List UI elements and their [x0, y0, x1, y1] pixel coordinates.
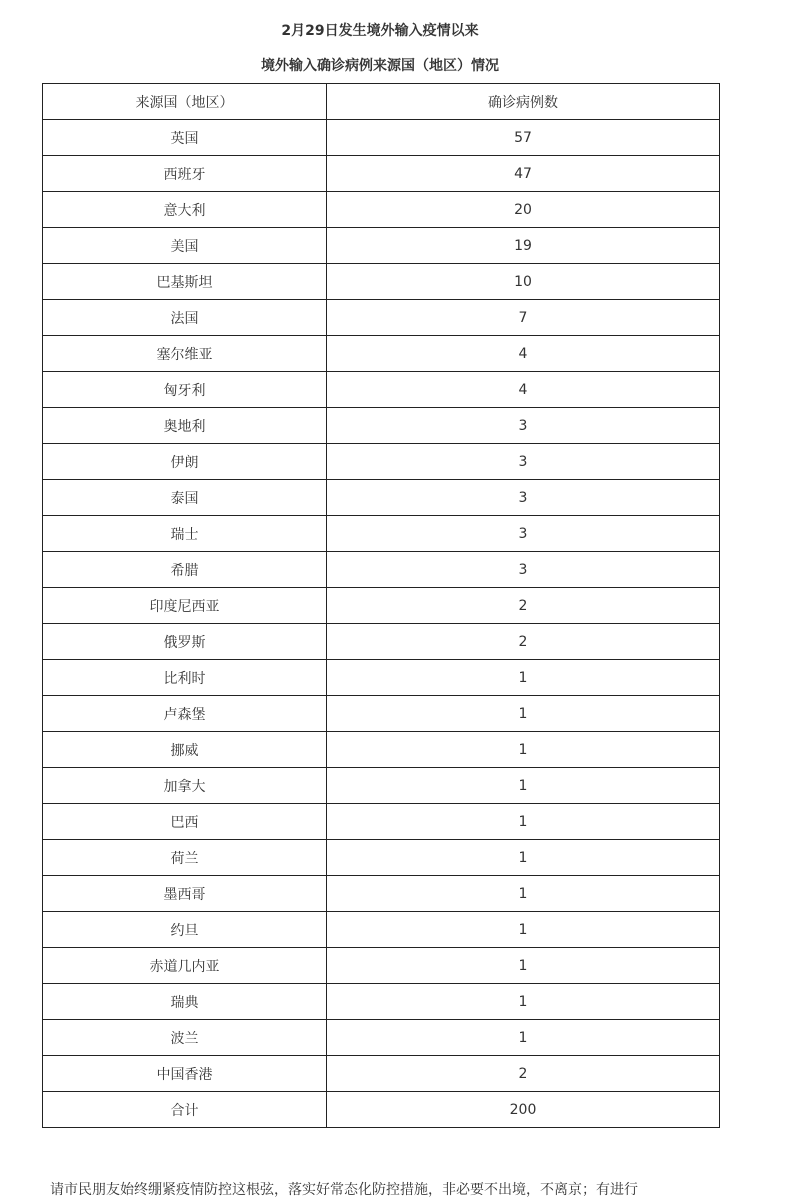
count-cell: 1: [327, 876, 720, 912]
table-caption: 境外输入确诊病例来源国（地区）情况: [261, 58, 499, 74]
count-cell: 1: [327, 696, 720, 732]
table-row: [43, 1056, 720, 1092]
table-row: [43, 1020, 720, 1056]
table-row: [43, 588, 720, 624]
count-cell: 3: [327, 516, 720, 552]
count-cell: 19: [327, 228, 720, 264]
country-cell: 中国香港: [43, 1056, 327, 1092]
count-cell: 1: [327, 984, 720, 1020]
table-row: [43, 408, 720, 444]
table-row: [43, 948, 720, 984]
country-cell: 俄罗斯: [43, 624, 327, 660]
table-row: [43, 336, 720, 372]
count-cell: 4: [327, 372, 720, 408]
header-country: 来源国（地区）: [43, 84, 327, 120]
count-cell: 1: [327, 840, 720, 876]
country-cell: 印度尼西亚: [43, 588, 327, 624]
table-row: [43, 264, 720, 300]
country-cell: 比利时: [43, 660, 327, 696]
table-row: [43, 300, 720, 336]
table-row: [43, 840, 720, 876]
country-cell: 巴基斯坦: [43, 264, 327, 300]
country-cell: 意大利: [43, 192, 327, 228]
table-body: [43, 120, 720, 1092]
footer-paragraph: 请市民朋友始终绷紧疫情防控这根弦，落实好常态化防控措施，非必要不出境，不离京；有进行: [50, 1182, 638, 1198]
country-cell: 荷兰: [43, 840, 327, 876]
table-row: [43, 552, 720, 588]
count-cell: 2: [327, 624, 720, 660]
table-row: [43, 660, 720, 696]
country-cell: 英国: [43, 120, 327, 156]
count-cell: 4: [327, 336, 720, 372]
country-cell: 波兰: [43, 1020, 327, 1056]
country-cell: 塞尔维亚: [43, 336, 327, 372]
count-cell: 3: [327, 480, 720, 516]
table-row: [43, 480, 720, 516]
count-cell: 3: [327, 408, 720, 444]
table-row: [43, 984, 720, 1020]
country-cell: 巴西: [43, 804, 327, 840]
table-row: [43, 768, 720, 804]
count-cell: 2: [327, 1056, 720, 1092]
count-cell: 1: [327, 660, 720, 696]
count-cell: 1: [327, 912, 720, 948]
total-row: [43, 1092, 720, 1128]
table-row: [43, 228, 720, 264]
table-row: [43, 120, 720, 156]
table-row: [43, 804, 720, 840]
country-cell: 墨西哥: [43, 876, 327, 912]
count-cell: 47: [327, 156, 720, 192]
count-cell: 1: [327, 768, 720, 804]
country-cell: 美国: [43, 228, 327, 264]
table-row: [43, 732, 720, 768]
country-cell: 法国: [43, 300, 327, 336]
country-cell: 加拿大: [43, 768, 327, 804]
cases-table: [42, 83, 720, 1128]
country-cell: 约旦: [43, 912, 327, 948]
country-cell: 奥地利: [43, 408, 327, 444]
total-count: 200: [327, 1092, 720, 1128]
table-header-row: [43, 84, 720, 120]
country-cell: 瑞士: [43, 516, 327, 552]
table-row: [43, 624, 720, 660]
country-cell: 西班牙: [43, 156, 327, 192]
country-cell: 希腊: [43, 552, 327, 588]
count-cell: 1: [327, 732, 720, 768]
country-cell: 伊朗: [43, 444, 327, 480]
table-row: [43, 912, 720, 948]
count-cell: 57: [327, 120, 720, 156]
country-cell: 卢森堡: [43, 696, 327, 732]
count-cell: 1: [327, 1020, 720, 1056]
count-cell: 1: [327, 948, 720, 984]
table-row: [43, 444, 720, 480]
table-row: [43, 696, 720, 732]
table-row: [43, 876, 720, 912]
count-cell: 1: [327, 804, 720, 840]
country-cell: 瑞典: [43, 984, 327, 1020]
count-cell: 3: [327, 444, 720, 480]
country-cell: 匈牙利: [43, 372, 327, 408]
country-cell: 挪威: [43, 732, 327, 768]
table-row: [43, 192, 720, 228]
count-cell: 7: [327, 300, 720, 336]
table-row: [43, 156, 720, 192]
count-cell: 10: [327, 264, 720, 300]
country-cell: 赤道几内亚: [43, 948, 327, 984]
table-row: [43, 372, 720, 408]
country-cell: 泰国: [43, 480, 327, 516]
total-label: 合计: [43, 1092, 327, 1128]
header-count: 确诊病例数: [327, 84, 720, 120]
count-cell: 3: [327, 552, 720, 588]
table-row: [43, 516, 720, 552]
page-title: 2月29日发生境外输入疫情以来: [281, 23, 479, 39]
count-cell: 20: [327, 192, 720, 228]
count-cell: 2: [327, 588, 720, 624]
